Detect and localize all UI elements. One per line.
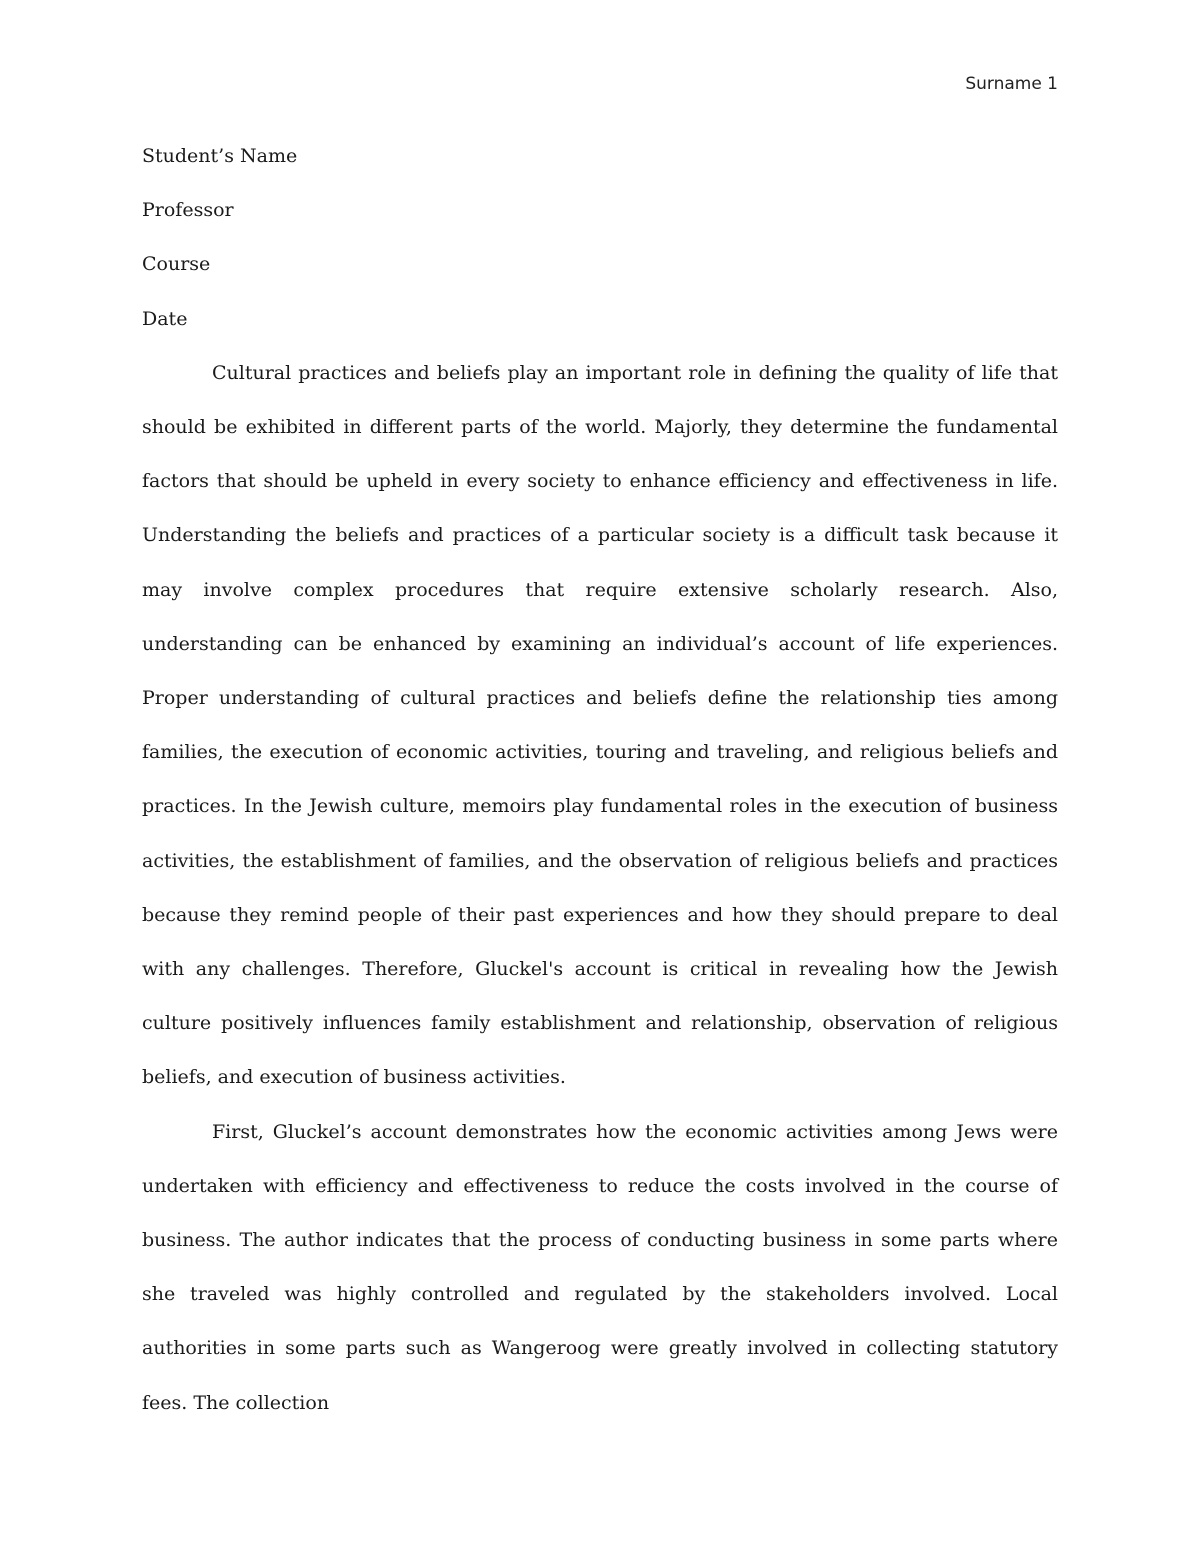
- running-head: Surname 1: [965, 74, 1058, 94]
- professor-line: Professor: [142, 199, 234, 222]
- document-body: [142, 129, 1058, 1430]
- body-paragraph-2: First, Gluckel’s account demonstrates how the economic activities among Jews were undertaken with efficiency and effectiveness to reduce the costs involved in the course of business. The author indicates that the process of conducting business in some parts where she traveled was highly controlled and regulated by the stakeholders involved. Local authorities in some parts such as Wangeroog were greatly involved in collecting statutory fees. The collection: [142, 1120, 1058, 1414]
- student-name-line: Student’s Name: [142, 145, 298, 167]
- body-paragraph-1: Cultural practices and beliefs play an important role in defining the quality of life that should be exhibited in different parts of the world. Majorly, they determine the fundamental factors that should be upheld in every society to enhance efficiency and effectiveness in life. Understanding the beliefs and practices of a particular society is a difficult task because it may involve complex procedures that require extensive scholarly research. Also, understanding can be enhanced by examining an individual’s account of life experiences. Proper understanding of cultural practices and beliefs define the relationship ties among families, the execution of economic activities, touring and traveling, and religious beliefs and practices. In the Jewish culture, memoirs play fundamental roles in the execution of business activities, the establishment of families, and the observation of religious beliefs and practices because they remind people of their past experiences and how they should prepare to deal with any challenges. Therefore, Gluckel's account is critical in revealing how the Jewish culture positively influences family establishment and relationship, observation of religious beliefs, and execution of business activities.: [142, 361, 1058, 1089]
- course-line: Course: [142, 253, 211, 276]
- date-line: Date: [142, 307, 188, 330]
